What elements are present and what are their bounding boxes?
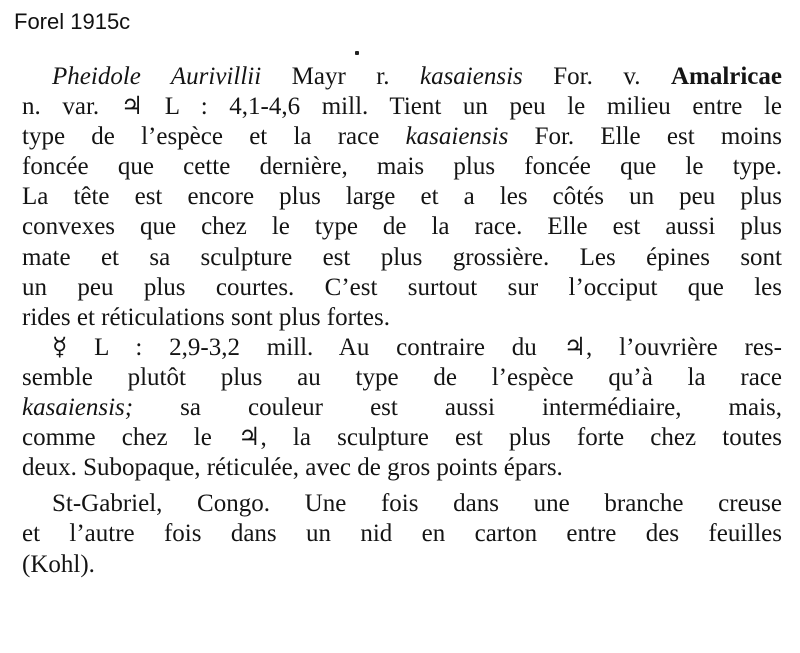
text-run: type de l’espèce et la race xyxy=(22,123,406,151)
text-line xyxy=(22,122,782,152)
text-line xyxy=(22,393,782,423)
text-line: (Kohl). xyxy=(22,550,95,578)
race-name: kasaiensis xyxy=(405,123,509,151)
species-description xyxy=(22,62,782,580)
text-run: For. Elle est moins xyxy=(508,123,782,151)
text-line: La tête est encore plus large et a les côtés un peu plus xyxy=(22,183,782,211)
text-line: n. var. ♃ L : 4,1-4,6 mill. Tient un peu le milieu entre le xyxy=(22,93,782,121)
paragraph-locality xyxy=(22,489,782,579)
race-name: kasaiensis xyxy=(419,63,523,90)
text-line: comme chez le ♃, la sculpture est plus forte chez toutes xyxy=(22,424,782,452)
text-line xyxy=(22,62,782,92)
variety-name: Amalricae xyxy=(670,63,782,90)
race-name: kasaiensis; xyxy=(22,394,134,422)
text-line: deux. Subopaque, réticulée, avec de gros points épars. xyxy=(22,454,563,482)
print-speck xyxy=(355,51,359,55)
text-run: For. v. xyxy=(522,63,671,90)
text-line: ☿ L : 2,9-3,2 mill. Au contraire du ♃, l’ouvrière res- xyxy=(52,333,782,361)
text-line: St-Gabriel, Congo. Une fois dans une branche creuse xyxy=(52,490,782,518)
text-line: mate et sa sculpture est plus grossière. Les épines sont xyxy=(22,243,782,271)
text-line: et l’autre fois dans un nid en carton entre des feuilles xyxy=(22,520,782,548)
text-line: un peu plus courtes. C’est surtout sur l’occiput que les xyxy=(22,273,782,301)
text-line: convexes que chez le type de la race. Elle est aussi plus xyxy=(22,213,782,241)
source-label: Forel 1915c xyxy=(14,9,131,34)
text-line: foncée que cette dernière, mais plus foncée que le type. xyxy=(22,153,782,181)
text-line: semble plutôt plus au type de l’espèce qu’à la race xyxy=(22,363,782,391)
text-line: rides et réticulations sont plus fortes. xyxy=(22,303,390,331)
text-run: sa couleur est aussi intermédiaire, mais, xyxy=(133,394,782,422)
text-run: Mayr r. xyxy=(261,63,420,90)
paragraph-description-major xyxy=(22,62,782,333)
paragraph-description-worker xyxy=(22,333,782,483)
taxon-name: Pheidole Aurivillii xyxy=(52,63,262,90)
